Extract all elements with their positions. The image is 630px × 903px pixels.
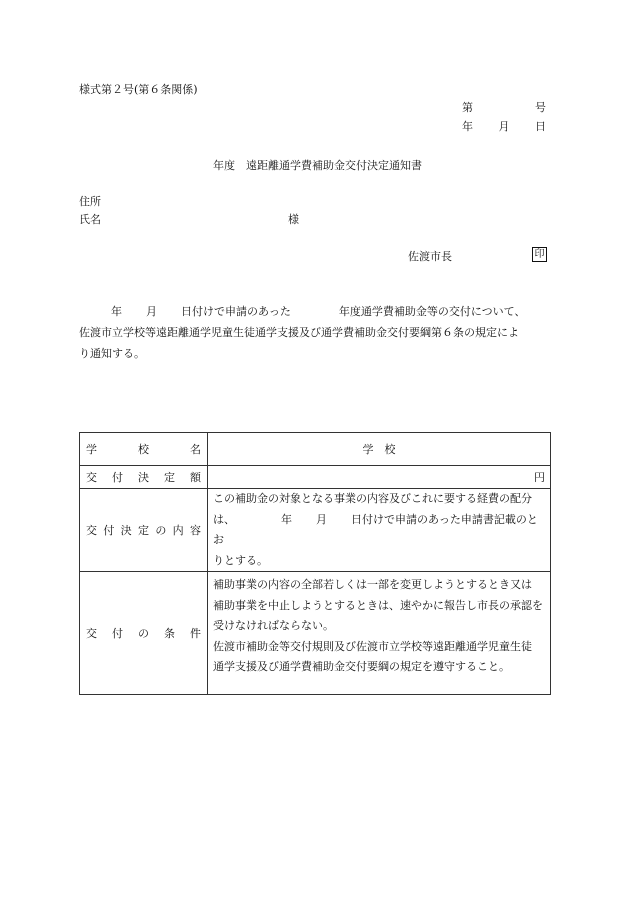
content-label	[80, 489, 208, 572]
number-prefix: 第	[462, 101, 473, 114]
school-name-label	[80, 433, 208, 466]
number-suffix: 号	[535, 101, 546, 114]
notice-body	[79, 301, 551, 364]
label-char: 校	[138, 443, 149, 456]
honorific-sama: 様	[288, 213, 299, 226]
label-char: 決	[120, 524, 132, 537]
seal-mark: 印	[532, 247, 547, 262]
label-char: 決	[138, 471, 149, 484]
conditions-line: 補助事業の内容の全部若しくは一部を変更しようとするとき又は	[213, 578, 532, 591]
label-char: 件	[190, 627, 201, 640]
label-char: 容	[189, 524, 201, 537]
date-year: 年	[462, 120, 473, 133]
conditions-line: 通学支援及び通学費補助金交付要綱の規定を遵守すること。	[213, 660, 510, 673]
label-char: 内	[172, 524, 184, 537]
body-line-2: 佐渡市立学校等遠距離通学児童生徒通学支援及び通学費補助金交付要綱第６条の規定によ	[79, 326, 519, 339]
amount-label	[80, 466, 208, 489]
body-line-1	[79, 301, 551, 322]
conditions-line: 補助事業を中止しようとするときは、速やかに報告し市長の承認を	[213, 598, 543, 612]
label-char: 定	[164, 471, 175, 484]
label-char: 条	[164, 627, 175, 640]
name-label: 氏名	[79, 213, 101, 226]
body-text-a: 日付けで申請のあった	[181, 305, 291, 318]
issue-date	[462, 118, 546, 134]
label-char: 学	[86, 443, 97, 456]
label-char: 付	[112, 471, 123, 484]
table-row-content	[80, 489, 551, 572]
label-char: 付	[112, 627, 123, 640]
label-char: 付	[103, 524, 115, 537]
label-char: 定	[137, 524, 149, 537]
document-number	[462, 99, 546, 115]
body-year: 年	[111, 305, 122, 318]
label-char: 名	[190, 443, 201, 456]
date-day: 日	[535, 120, 546, 133]
form-number-label: 様式第２号(第６条関係)	[79, 83, 198, 96]
table-row-conditions	[80, 572, 551, 695]
school-name-value: 学 校	[208, 433, 551, 466]
table-row-amount	[80, 466, 551, 489]
body-line-3: り通知する。	[79, 347, 145, 360]
info-table	[79, 432, 551, 695]
conditions-line: 佐渡市補助金等交付規則及び佐渡市立学校等遠距離通学児童生徒	[213, 639, 532, 653]
address-label: 住所	[79, 195, 101, 208]
body-month: 月	[146, 305, 157, 318]
label-char: 交	[86, 471, 97, 484]
issuer-title: 佐渡市長	[408, 250, 452, 263]
amount-value: 円	[208, 466, 551, 489]
content-line-2: は、 年 月 日付けで申請のあった申請書記載のとお	[213, 512, 538, 546]
label-char: 交	[86, 524, 97, 537]
conditions-value	[208, 572, 551, 695]
date-month: 月	[498, 120, 510, 133]
conditions-line: 受けなければならない。	[213, 619, 334, 632]
content-line-3: りとする。	[213, 553, 268, 567]
label-char: 交	[86, 627, 97, 640]
label-char: の	[155, 524, 167, 537]
content-line-1: この補助金の対象となる事業の内容及びこれに要する経費の配分	[213, 492, 532, 505]
content-value	[208, 489, 551, 572]
conditions-label	[80, 572, 208, 695]
label-char: 額	[190, 471, 201, 484]
body-text-b: 年度通学費補助金等の交付について、	[338, 305, 526, 318]
label-char: の	[138, 627, 149, 640]
table-row-school-name	[80, 433, 551, 466]
document-title: 年度 遠距離通学費補助金交付決定通知書	[213, 159, 422, 172]
